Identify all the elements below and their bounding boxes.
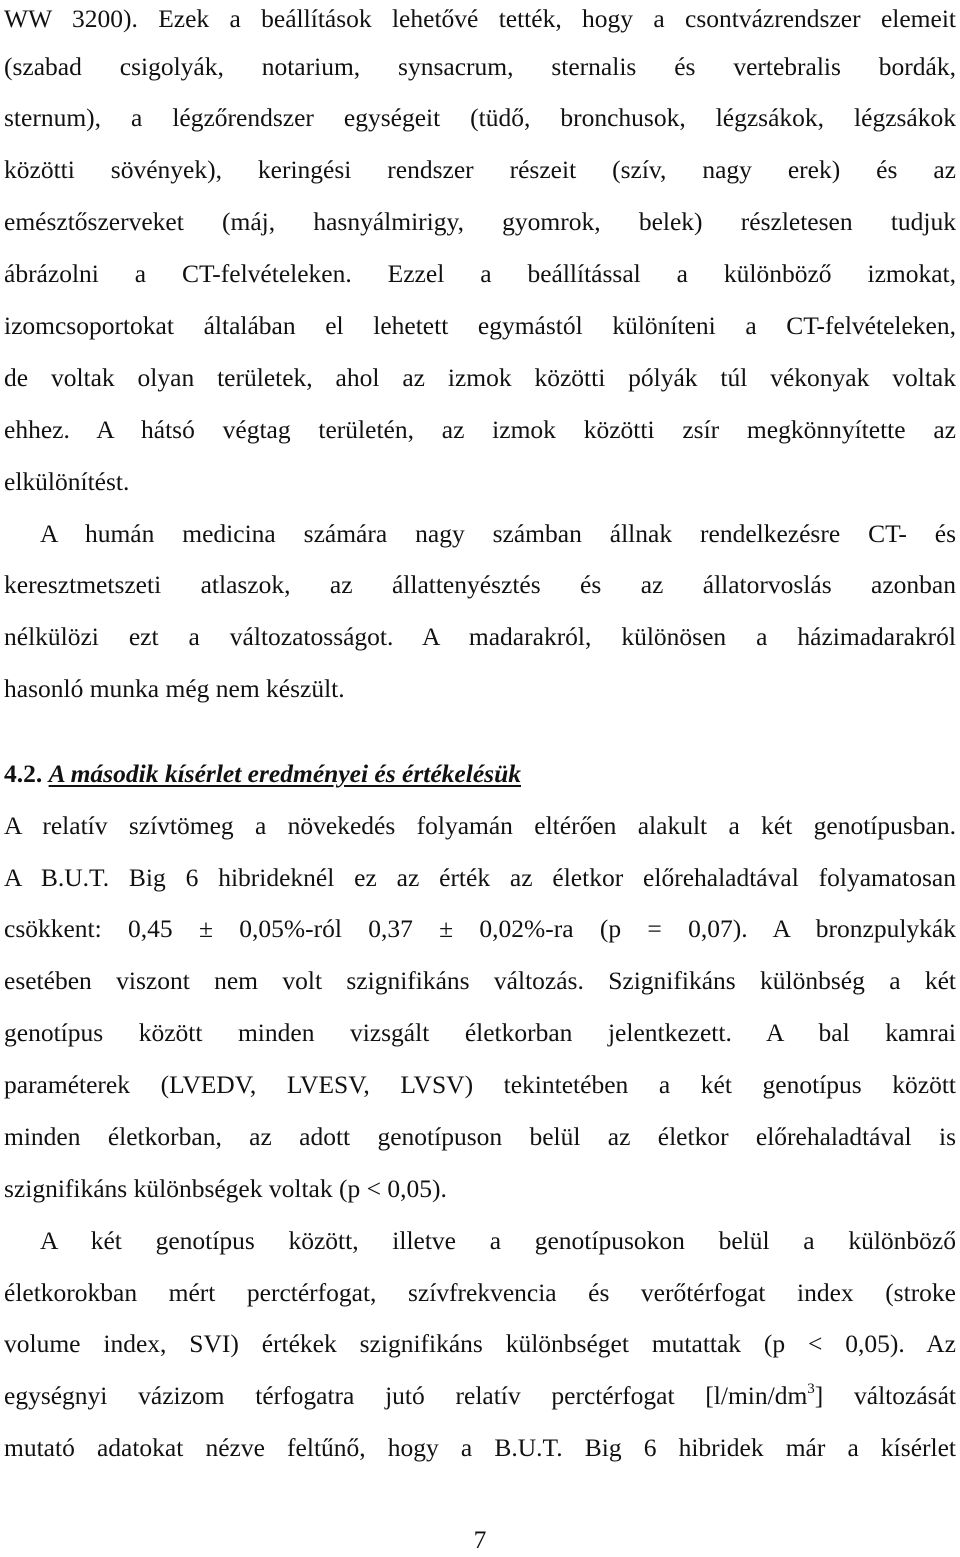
paragraph-line: csökkent: 0,45 ± 0,05%-ról 0,37 ± 0,02%-ra (p = 0,07). A bronzpulykák [4, 914, 956, 943]
section-title: A második kísérlet eredményei és értékelésük [48, 759, 522, 788]
paragraph-line: nélkülözi ezt a változatosságot. A madarakról, különösen a házimadarakról [4, 622, 956, 651]
paragraph-line: volume index, SVI) értékek szignifikáns különbséget mutattak (p < 0,05). Az [4, 1329, 956, 1358]
paragraph-line: emésztőszerveket (máj, hasnyálmirigy, gyomrok, belek) részletesen tudjuk [4, 207, 956, 236]
paragraph-line: elkülönítést. [4, 467, 130, 496]
paragraph-line: ábrázolni a CT-felvételeken. Ezzel a beállítással a különböző izmokat, [4, 259, 956, 288]
superscript: 3 [807, 1381, 815, 1397]
paragraph-line: mutató adatokat nézve feltűnő, hogy a B.U.T. Big 6 hibridek már a kísérlet [4, 1433, 956, 1462]
paragraph-line [4, 1379, 956, 1413]
document-page [4, 0, 956, 1555]
paragraph-line: genotípus között minden vizsgált életkorban jelentkezett. A bal kamrai [4, 1018, 956, 1047]
section-heading [4, 757, 956, 791]
paragraph-line: keresztmetszeti atlaszok, az állattenyésztés és az állatorvoslás azonban [4, 570, 956, 599]
paragraph-line: közötti sövények), keringési rendszer részeit (szív, nagy erek) és az [4, 155, 956, 184]
section-number: 4.2. [4, 759, 43, 788]
paragraph-line: szignifikáns különbségek voltak (p < 0,05). [4, 1174, 447, 1203]
paragraph-line: A humán medicina számára nagy számban állnak rendelkezésre CT- és [40, 519, 956, 548]
line-text: egységnyi vázizom térfogatra jutó relatív perctérfogat [l/min/dm [4, 1381, 808, 1410]
paragraph-line: WW 3200). Ezek a beállítások lehetővé tették, hogy a csontvázrendszer elemeit [4, 4, 956, 33]
line-text: ] változását [814, 1381, 956, 1410]
paragraph-line: (szabad csigolyák, notarium, synsacrum, sternalis és vertebralis bordák, [4, 52, 956, 81]
paragraph-line: paraméterek (LVEDV, LVESV, LVSV) tekintetében a két genotípus között [4, 1070, 956, 1099]
paragraph-line: esetében viszont nem volt szignifikáns változás. Szignifikáns különbség a két [4, 966, 956, 995]
paragraph-line: A B.U.T. Big 6 hibrideknél ez az érték az életkor előrehaladtával folyamatosan [4, 863, 956, 892]
paragraph-line: de voltak olyan területek, ahol az izmok közötti pólyák túl vékonyak voltak [4, 363, 956, 392]
paragraph-line: ehhez. A hátsó végtag területén, az izmok közötti zsír megkönnyítette az [4, 415, 956, 444]
paragraph-line: hasonló munka még nem készült. [4, 674, 345, 703]
paragraph-line: sternum), a légzőrendszer egységeit (tüdő, bronchusok, légzsákok, légzsákok [4, 103, 956, 132]
paragraph-line: izomcsoportokat általában el lehetett egymástól különíteni a CT-felvételeken, [4, 311, 956, 340]
paragraph-line: A relatív szívtömeg a növekedés folyamán eltérően alakult a két genotípusban. [4, 811, 956, 840]
paragraph-line: minden életkorban, az adott genotípuson belül az életkor előrehaladtával is [4, 1122, 956, 1151]
paragraph-line: életkorokban mért perctérfogat, szívfrekvencia és verőtérfogat index (stroke [4, 1278, 956, 1307]
page-number: 7 [473, 1525, 487, 1554]
paragraph-line: A két genotípus között, illetve a genotípusokon belül a különböző [40, 1226, 956, 1255]
